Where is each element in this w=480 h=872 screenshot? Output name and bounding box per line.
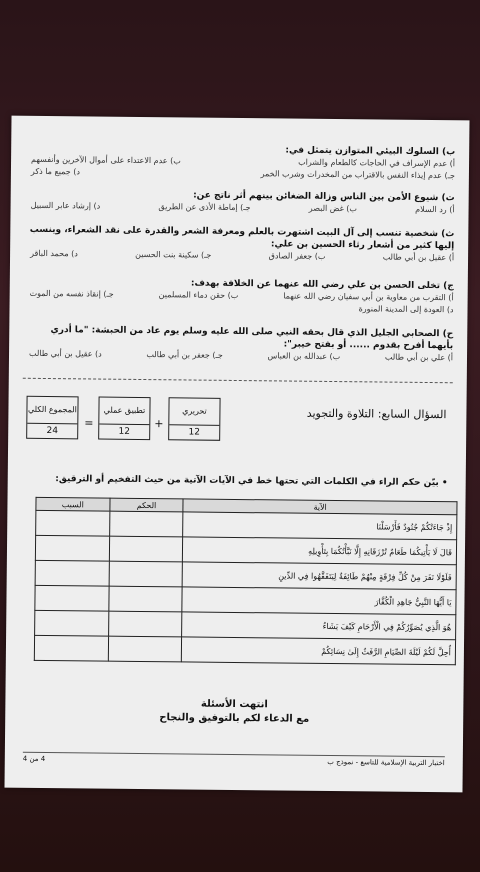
question-b: ب) السلوك البيئي المتوازن يتمثل في: أ) عدم الإسراف في الحاجات كالطعام والشراب ب) عدم الاعتداء على أموال الآخرين وأنفسهم جـ) عدم إيذاء النفس بالاقتراب من المخدرات وشرب الخمر د) جميع ما ذكر [30,145,456,181]
ruling-cell[interactable] [108,636,182,662]
page-footer [23,752,445,767]
instruction: • بيّن حكم الراء في الكلمات التي تحتها خط في الآيات الآتية من حيث التفخيم أو الترقيق: [55,474,448,489]
option: جـ) إماطة الأذى عن الطريق [158,202,251,213]
option: أ) علي بن أبي طالب [384,352,454,363]
ruling-cell[interactable] [109,586,183,612]
option: ب) جعفر الصادق [268,251,326,261]
verse-cell: يَا أَيُّهَا النَّبِيُّ جَاهِدِ الْكُفَّارَ [182,587,456,615]
table-row [34,635,455,664]
option: أ) عدم الإسراف في الحاجات كالطعام والشراب [298,157,456,169]
reason-cell[interactable] [36,510,110,536]
option: د) العودة إلى المدينة المنورة [358,304,454,315]
verse-cell: أُحِلَّ لَكُمْ لَيْلَةَ الصِّيَامِ الرَّفَثُ إِلَىٰ نِسَائِكُمْ [182,637,456,665]
footer-exam-title: اختبار التربية الإسلامية للتاسع - نموذج ب [327,757,445,768]
question-th: ث) شخصية تنسب إلى آل البيت اشتهرت بالعلم ومعرفة الشعر والقدرة على نقد الشعراء، وينسب إليها كثير من أشعار رثاء الحسين بن علي: أ) عقيل بن أبي طالب ب) جعفر الصادق جـ) سكينة بنت الحسين د) محمد الباقر [29,224,455,263]
question-h: ح) الصحابي الجليل الذي قال بحقه النبي صلى الله عليه وسلم يوم عاد من الحبشة: "ما أدري بأيهما أفرح بقدوم ...... أو بفتح خيبر": أ) علي بن أبي طالب ب) عبدالله بن العباس جـ) جعفر بن أبي طالب د) عقيل بن أبي طالب [28,325,454,363]
col-ruling: الحكم [110,498,184,512]
option: جـ) جعفر بن أبي طالب [146,350,223,360]
col-reason: السبب [36,497,110,511]
ruling-cell[interactable] [109,511,183,537]
option: ب) عبدالله بن العباس [267,351,341,362]
option: جـ) عدم إيذاء النفس بالاقتراب من المخدرات وشرب الخمر [260,169,455,181]
written-score-box: تحريري 12 [168,397,220,441]
practical-score-box: تطبيق عملي 12 [98,397,150,441]
option: د) جميع ما ذكر [30,166,81,177]
section-divider [23,378,453,384]
option: أ) التقرب من معاوية بن أبي سفيان رضي الله عنهما [283,291,454,303]
reason-cell[interactable] [35,610,109,636]
option: د) محمد الباقر [30,248,78,259]
verse-cell: فَلَوْلَا نَفَرَ مِنْ كُلِّ فِرْقَةٍ مِنْهُمْ طَائِفَةٌ لِيَتَفَقَّهُوا فِي الدِّينِ [183,562,457,590]
option: جـ) إنقاذ نفسه من الموت [29,288,114,299]
plus-sign: + [154,417,164,431]
tajweed-table [34,497,458,665]
reason-cell[interactable] [35,560,109,586]
option: جـ) سكينة بنت الحسين [135,249,212,260]
ruling-cell[interactable] [109,561,183,587]
option: د) عقيل بن أبي طالب [28,348,102,359]
page-number: 4 من 4 [22,754,46,764]
reason-cell[interactable] [35,585,109,611]
option: ب) غض البصر [308,203,358,214]
reason-cell[interactable] [34,635,108,661]
section-title: السؤال السابع: التلاوة والتجويد [306,406,447,422]
option: أ) رد السلام [415,204,455,215]
option: د) إرشاد عابر السبيل [30,200,101,211]
col-verse: الآية [183,499,457,515]
question-t: ت) شيوع الأمن بين الناس وزالة الضغائن بينهم أثر ناتج عن: أ) رد السلام ب) غض البصر جـ) إماطة الأذى عن الطريق د) إرشاد عابر السبيل [30,190,455,215]
option: ب) عدم الاعتداء على أموال الآخرين وأنفسهم [31,154,181,166]
exam-paper [4,116,469,793]
option: أ) عقيل بن أبي طالب [382,252,455,263]
total-score-box: المجموع الكلي 24 [26,396,78,440]
option: ب) حقن دماء المسلمين [158,290,239,301]
verse-cell: هُوَ الَّذِي يُصَوِّرُكُمْ فِي الْأَرْحَامِ كَيْفَ يَشَاءُ [182,612,456,640]
equals-sign: = [84,416,94,430]
ruling-cell[interactable] [108,611,182,637]
reason-cell[interactable] [35,535,109,561]
question-j: ج) تخلى الحسن بن علي رضي الله عنهما عن الخلافة بهدف: أ) التقرب من معاوية بن أبي سفيان رضي الله عنهما ب) حقن دماء المسلمين جـ) إنقاذ نفسه من الموت د) العودة إلى المدينة المنورة [29,278,454,315]
ruling-cell[interactable] [109,536,183,562]
closing-note: انتهت الأسئلة مع الدعاء لكم بالتوفيق والنجاح [159,698,310,725]
verse-cell: قَالَ لَا يَأْتِيكُمَا طَعَامٌ تُرْزَقَانِهِ إِلَّا نَبَّأْتُكُمَا بِتَأْوِيلِهِ [183,537,457,565]
verse-cell: إِذْ جَاءَتْكُمْ جُنُودٌ فَأَرْسَلْنَا [183,512,457,540]
